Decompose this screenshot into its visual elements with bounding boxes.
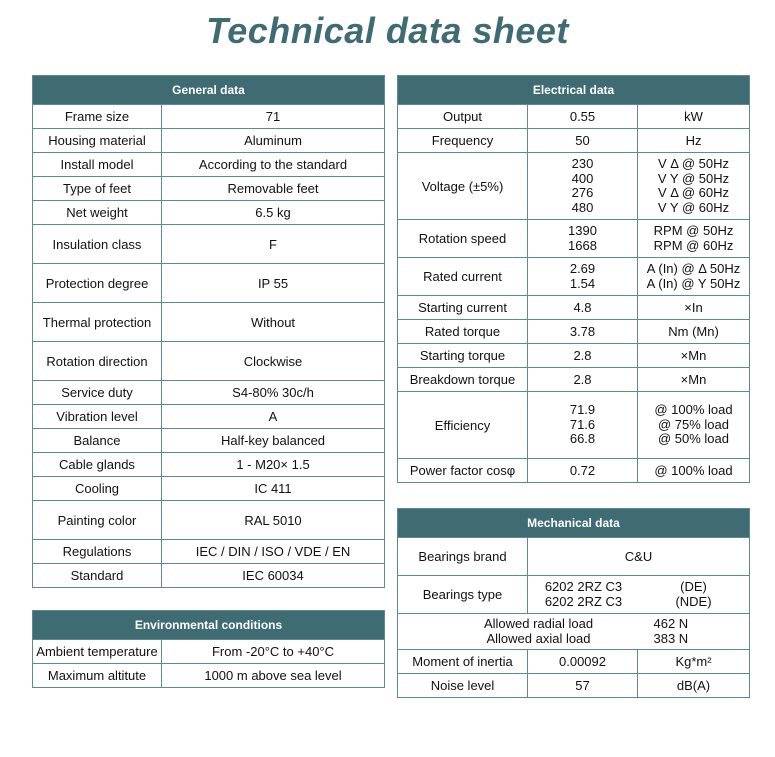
inertia-value: 0.00092 xyxy=(528,650,638,674)
rated-current-units xyxy=(638,258,750,296)
row-label: Housing material xyxy=(33,129,162,153)
table-row xyxy=(33,664,385,688)
row-label: Install model xyxy=(33,153,162,177)
rated-torque-value: 3.78 xyxy=(528,320,638,344)
table-row xyxy=(33,381,385,405)
electrical-data-table xyxy=(397,75,750,483)
frequency-label: Frequency xyxy=(398,129,528,153)
table-row xyxy=(398,538,750,576)
rotation-speed-values xyxy=(528,220,638,258)
row-label: Type of feet xyxy=(33,177,162,201)
row-label: Vibration level xyxy=(33,405,162,429)
efficiency-value: 71.6 xyxy=(569,416,596,432)
row-label: Insulation class xyxy=(33,225,162,264)
rotation-speed-unit: RPM @ 60Hz xyxy=(653,237,734,253)
starting-current-value: 4.8 xyxy=(528,296,638,320)
table-row xyxy=(398,258,750,296)
efficiency-value: 66.8 xyxy=(569,431,596,447)
row-value: 6.5 kg xyxy=(162,201,385,225)
row-value: From -20°C to +40°C xyxy=(162,640,385,664)
row-label: Balance xyxy=(33,429,162,453)
row-value: S4-80% 30c/h xyxy=(162,381,385,405)
table-row xyxy=(398,459,750,483)
table-row xyxy=(398,344,750,368)
allowed-loads xyxy=(398,614,750,650)
table-row xyxy=(398,392,750,459)
table-row xyxy=(33,564,385,588)
bearings-type-label: Bearings type xyxy=(398,576,528,614)
table-row xyxy=(33,264,385,303)
voltage-unit: V Δ @ 60Hz xyxy=(657,185,730,200)
rated-torque-label: Rated torque xyxy=(398,320,528,344)
rated-current-unit: A (In) @ Δ 50Hz xyxy=(646,261,741,276)
voltage-unit: V Δ @ 50Hz xyxy=(657,156,730,171)
starting-torque-label: Starting torque xyxy=(398,344,528,368)
table-row xyxy=(398,368,750,392)
row-value: IC 411 xyxy=(162,477,385,501)
table-row xyxy=(398,129,750,153)
efficiency-values xyxy=(528,392,638,459)
bearings-type-values xyxy=(528,576,750,614)
row-label: Regulations xyxy=(33,540,162,564)
voltage-unit: V Y @ 60Hz xyxy=(657,199,730,215)
voltage-value: 480 xyxy=(571,199,594,215)
table-row xyxy=(33,405,385,429)
table-row xyxy=(398,576,750,614)
table-row xyxy=(398,296,750,320)
output-unit: kW xyxy=(638,105,750,129)
rated-current-unit: A (In) @ Y 50Hz xyxy=(646,275,741,291)
row-label: Painting color xyxy=(33,501,162,540)
row-label: Net weight xyxy=(33,201,162,225)
table-row xyxy=(33,225,385,264)
efficiency-unit: @ 50% load xyxy=(657,431,730,447)
starting-current-label: Starting current xyxy=(398,296,528,320)
rated-current-label: Rated current xyxy=(398,258,528,296)
bearing-position: (NDE) xyxy=(675,593,712,609)
voltage-value: 230 xyxy=(571,156,594,171)
general-data-header: General data xyxy=(33,76,385,105)
table-row xyxy=(33,177,385,201)
power-factor-unit: @ 100% load xyxy=(638,459,750,483)
row-label: Maximum altitute xyxy=(33,664,162,688)
electrical-data-header: Electrical data xyxy=(398,76,750,105)
bearing-position: (DE) xyxy=(680,579,707,594)
output-label: Output xyxy=(398,105,528,129)
table-row xyxy=(33,201,385,225)
row-label: Thermal protection xyxy=(33,303,162,342)
row-value: RAL 5010 xyxy=(162,501,385,540)
row-label: Protection degree xyxy=(33,264,162,303)
voltage-label: Voltage (±5%) xyxy=(398,153,528,220)
rotation-speed-label: Rotation speed xyxy=(398,220,528,258)
table-row xyxy=(33,105,385,129)
rotation-speed-units xyxy=(638,220,750,258)
row-label: Rotation direction xyxy=(33,342,162,381)
environmental-table xyxy=(32,610,385,688)
row-label: Cable glands xyxy=(33,453,162,477)
efficiency-label: Efficiency xyxy=(398,392,528,459)
row-value: F xyxy=(162,225,385,264)
row-value: 71 xyxy=(162,105,385,129)
row-value: IP 55 xyxy=(162,264,385,303)
voltage-units xyxy=(638,153,750,220)
table-row xyxy=(398,614,750,650)
rated-current-value: 1.54 xyxy=(569,275,596,291)
general-data-table xyxy=(32,75,385,588)
environmental-header: Environmental conditions xyxy=(33,611,385,640)
bearing-type: 6202 2RZ C3 xyxy=(544,579,623,594)
bearing-type: 6202 2RZ C3 xyxy=(544,593,623,609)
load-value: 462 N xyxy=(653,616,689,631)
noise-label: Noise level xyxy=(398,674,528,698)
frequency-unit: Hz xyxy=(638,129,750,153)
row-value: IEC / DIN / ISO / VDE / EN xyxy=(162,540,385,564)
rotation-speed-value: 1668 xyxy=(568,237,597,253)
inertia-unit: Kg*m² xyxy=(638,650,750,674)
table-row xyxy=(398,105,750,129)
load-label: Allowed radial load xyxy=(483,616,594,631)
starting-current-unit: ×In xyxy=(638,296,750,320)
table-row xyxy=(398,650,750,674)
row-value: Aluminum xyxy=(162,129,385,153)
table-row xyxy=(398,153,750,220)
efficiency-value: 71.9 xyxy=(569,402,596,418)
row-label: Standard xyxy=(33,564,162,588)
row-label: Ambient temperature xyxy=(33,640,162,664)
row-value: Clockwise xyxy=(162,342,385,381)
table-row xyxy=(33,429,385,453)
voltage-value: 276 xyxy=(571,185,594,200)
breakdown-torque-label: Breakdown torque xyxy=(398,368,528,392)
table-row xyxy=(33,540,385,564)
rated-current-value: 2.69 xyxy=(569,261,596,276)
power-factor-value: 0.72 xyxy=(528,459,638,483)
noise-value: 57 xyxy=(528,674,638,698)
row-label: Cooling xyxy=(33,477,162,501)
table-row xyxy=(398,320,750,344)
efficiency-unit: @ 100% load xyxy=(654,402,733,418)
table-row xyxy=(398,674,750,698)
output-value: 0.55 xyxy=(528,105,638,129)
mechanical-data-table xyxy=(397,508,750,698)
voltage-values xyxy=(528,153,638,220)
rated-torque-unit: Nm (Mn) xyxy=(638,320,750,344)
row-value: IEC 60034 xyxy=(162,564,385,588)
mechanical-data-header: Mechanical data xyxy=(398,509,750,538)
row-value: A xyxy=(162,405,385,429)
table-row xyxy=(33,153,385,177)
rotation-speed-unit: RPM @ 50Hz xyxy=(653,223,734,238)
row-label: Frame size xyxy=(33,105,162,129)
load-label: Allowed axial load xyxy=(486,630,591,646)
table-row xyxy=(398,220,750,258)
row-label: Service duty xyxy=(33,381,162,405)
page-title: Technical data sheet xyxy=(206,10,569,51)
row-value: Half-key balanced xyxy=(162,429,385,453)
table-row xyxy=(33,453,385,477)
row-value: 1 - M20× 1.5 xyxy=(162,453,385,477)
efficiency-units xyxy=(638,392,750,459)
voltage-value: 400 xyxy=(571,170,594,186)
load-value: 383 N xyxy=(653,630,689,646)
row-value: Removable feet xyxy=(162,177,385,201)
bearings-brand-label: Bearings brand xyxy=(398,538,528,576)
voltage-unit: V Y @ 50Hz xyxy=(657,170,730,186)
bearings-brand-value: C&U xyxy=(528,538,750,576)
table-row xyxy=(33,303,385,342)
rotation-speed-value: 1390 xyxy=(568,223,597,238)
starting-torque-value: 2.8 xyxy=(528,344,638,368)
efficiency-unit: @ 75% load xyxy=(657,416,730,432)
table-row xyxy=(33,477,385,501)
power-factor-label: Power factor cosφ xyxy=(398,459,528,483)
starting-torque-unit: ×Mn xyxy=(638,344,750,368)
inertia-label: Moment of inertia xyxy=(398,650,528,674)
table-row xyxy=(33,342,385,381)
table-row xyxy=(33,501,385,540)
frequency-value: 50 xyxy=(528,129,638,153)
row-value: According to the standard xyxy=(162,153,385,177)
breakdown-torque-value: 2.8 xyxy=(528,368,638,392)
row-value: Without xyxy=(162,303,385,342)
table-row xyxy=(33,640,385,664)
table-row xyxy=(33,129,385,153)
breakdown-torque-unit: ×Mn xyxy=(638,368,750,392)
noise-unit: dB(A) xyxy=(638,674,750,698)
rated-current-values xyxy=(528,258,638,296)
row-value: 1000 m above sea level xyxy=(162,664,385,688)
